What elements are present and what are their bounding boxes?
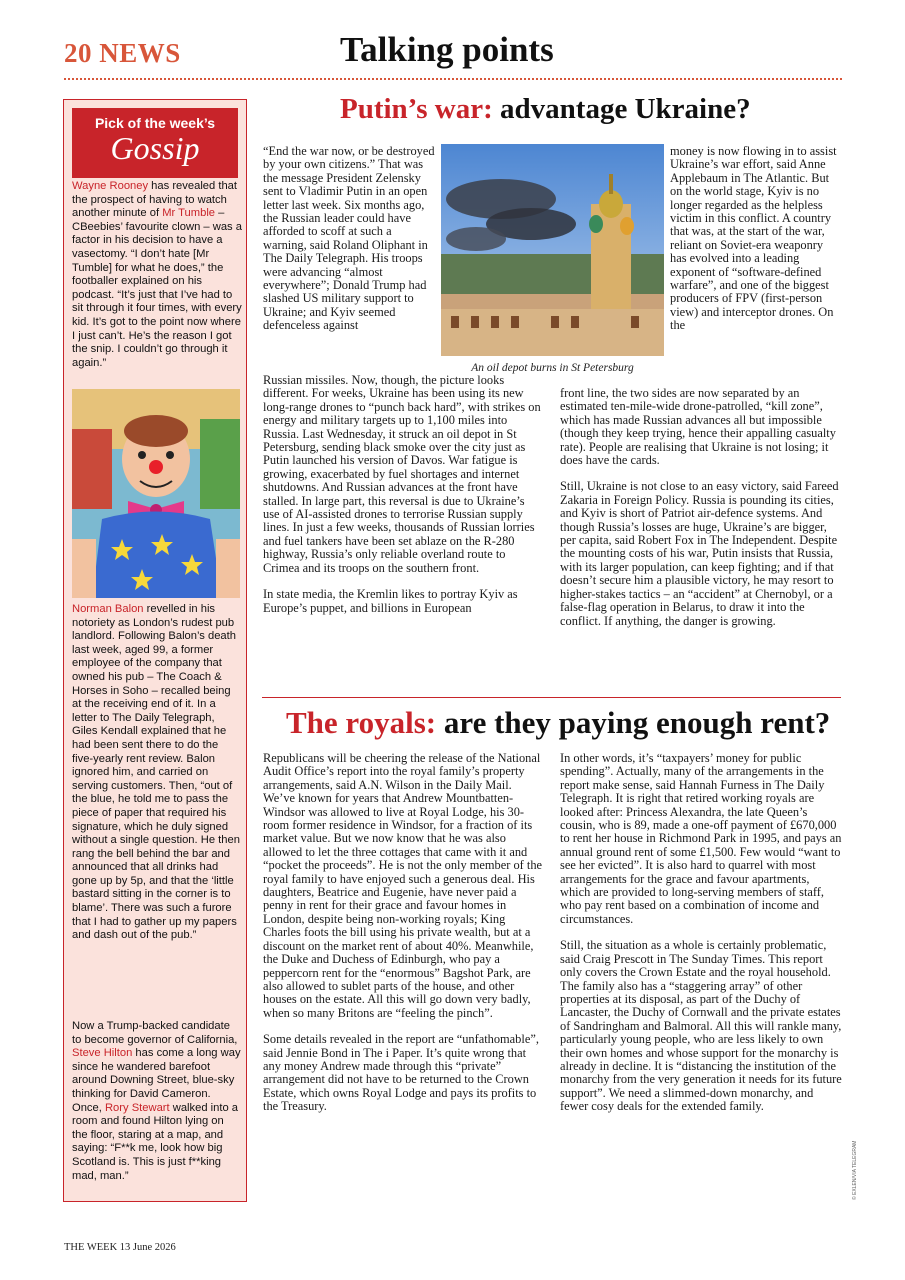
paragraph: Republicans will be cheering the release of the National Audit Office’s report into the royal family’s property arrangements, said A.N. Wilson in the Daily Mail. We’ve known for years that Andrew Mountbatten-Windsor was allowed to live at Royal Lodge, his 30-room former residence in Windsor, for a fraction of its market value. But we now know that he was also allowed to let the three cottages that came with it and “pocket the proceeds”. He is not the only member of the royal family to have enjoyed such a generous deal. His daughters, Beatrice and Eugenie, have never paid a penny in rent for their grace and favour homes in London, despite being non-working royals; King Charles foots the bill using his private wealth, but at a discount on the market rent of about 40%. Meanwhile, the Duke and Duchess of Edinburgh, who pay a peppercorn rent for the “enormous” Bagshot Park, are also allowed to sublet parts of the house, and other houses on the estate. All this will go down very badly, when so many Britons are “feeling the pinch”. bbox=[263, 751, 543, 1020]
paragraph: Russian missiles. Now, though, the picture looks different. For weeks, Ukraine has been using its new long-range drones to “punch back hard”, with strikes on energy and military targets up to 1,100 miles into Russia. Last Wednesday, it struck an oil depot in St Petersburg, sending black smoke over the city just as Putin launched his version of Davos. War fatigue is growing, exacerbated by fuel shortages and internet shutdowns. And Russian advances at the front have stalled. In large part, this reversal is due to Ukraine’s use of AI-assisted drones to terrorise Russian supply lines. In just a few weeks, thousands of Russian lorries and fuel tankers have been set ablaze on the R-280 highway, Russia’s only reliable overland route to Crimea and its troops on the southern front. bbox=[263, 373, 541, 575]
page-footer: THE WEEK 13 June 2026 bbox=[64, 1242, 176, 1253]
pick-of-week-label: Pick of the week’s bbox=[94, 115, 216, 131]
paragraph: money is now flowing in to assist Ukraine’s war effort, said Anne Applebaum in The Atlantic. But on the world stage, Kyiv is no longer regarded as the helpless victim in this conflict. A country that was, at the start of the war, reliant on Soviet-era weaponry has evolved into a leading exponent of “software-defined warfare”, and one of the biggest producers of FPV (first-person view) and interceptor drones. On the bbox=[670, 144, 837, 333]
person-name: Wayne Rooney bbox=[72, 180, 149, 192]
article-kicker: The royals: bbox=[286, 705, 437, 740]
gossip-text: has come a long way since he wandered barefoot around Downing Street, blue-sky thinking for David Cameron. Once, bbox=[72, 1047, 241, 1114]
gossip-item-hilton bbox=[72, 1020, 242, 1183]
gossip-item-rooney bbox=[72, 180, 242, 370]
page-title: Talking points bbox=[340, 30, 554, 69]
page-section-label: 20 NEWS bbox=[64, 38, 181, 68]
person-name: Norman Balon bbox=[72, 603, 144, 615]
article-headline bbox=[286, 705, 830, 741]
gossip-text: walked into a room and found Hilton lying on the floor, staring at a map, and saying: “F**k me, look how big Scotland is. This is just f**king mad, man.” bbox=[72, 1101, 239, 1182]
article2-col1 bbox=[263, 752, 543, 1114]
photo-caption: An oil depot burns in St Petersburg bbox=[471, 362, 634, 374]
paragraph: “End the war now, or be destroyed by your own citizens.” That was the message President Zelensky sent to Vladimir Putin in an open letter last week. Six months ago, the Russian leader could have afforded to scoff at such a warning, said Roland Oliphant in The Daily Telegraph. His troops were advancing “almost everywhere”; Donald Trump had slashed US military support to Ukraine; and Kyiv seemed defenceless against bbox=[263, 144, 435, 333]
article1-col2-bottom bbox=[560, 387, 842, 628]
paragraph: Still, Ukraine is not close to an easy victory, said Fareed Zakaria in Foreign Policy. Russia is pounding its cities, and Kyiv is short of Patriot air-defence systems. And though Russia’s losses are huge, Ukraine’s are bigger, per capita, said Robert Fox in The Independent. Despite the mounting costs of his war, Putin insists that Russia, with its larger population, can keep fighting; and if that doesn’t secure him a plausible victory, he may resort to higher-stakes tactics – an “accident” at Chernobyl, or a false-flag operation in Belarus, to draw it into the conflict. If anything, the danger is growing. bbox=[560, 479, 839, 628]
gossip-photo bbox=[72, 389, 240, 598]
header-divider bbox=[64, 78, 842, 80]
gossip-heading: Gossip bbox=[110, 130, 200, 166]
gossip-item-balon bbox=[72, 603, 242, 943]
gossip-text: has revealed that the prospect of having to watch another minute of bbox=[72, 180, 238, 220]
photo-credit: © EXLEN/VIA TELEGRAM bbox=[852, 1140, 858, 1200]
gossip-text: revelled in his notoriety as London’s rudest pub landlord. Following Balon’s death last week, aged 99, a former employee of the company that owned his pub – The Coach & Horses in Soho – recalled being at the receiving end of it. In a letter to The Daily Telegraph, Giles Kendall explained that he had been sent there to do the five-yearly rent review. Balon ignored him, and carried on serving customers. Then, “out of the blue, he told me to pass the piece of paper that required his signature, which he duly signed without a single question. He then rang the bell behind the bar and announced that all drinks had gone up by 5p, and that the ‘little bastard sitting in the corner is to blame’. There was such a furore that I had to gather up my papers and dash out of the pub.” bbox=[72, 603, 240, 942]
clown-photo-illustration bbox=[72, 389, 240, 598]
paragraph: front line, the two sides are now separated by an estimated ten-mile-wide drone-patrolled, “kill zone”, which has made Russian advances all but impossible (though they keep trying, hence their appalling casualty rate). People are realising that Ukraine is not losing; it does have the cards. bbox=[560, 386, 836, 468]
person-name: Rory Stewart bbox=[104, 1101, 170, 1114]
article-divider bbox=[262, 697, 841, 698]
paragraph: Still, the situation as a whole is certainly problematic, said Craig Prescott in The Sunday Times. This report only covers the Crown Estate and the royal household. The family also has a “staggering array” of other properties at its disposal, as part of the Duchy of Lancaster, the Duchy of Cornwall and the private estates of Sandringham and Balmoral. All this will rankle many, particularly young people, who are less likely to own their own homes and whose support for the monarchy is already in decline. It is “distancing the institution of the monarchy from the very generation it needs for its future support”. We need a slimmed-down monarchy, and fewer cosy deals for the extended family. bbox=[560, 938, 842, 1114]
article-headline bbox=[340, 93, 751, 126]
article1-col1-bottom bbox=[263, 374, 543, 615]
st-petersburg-photo-illustration bbox=[441, 144, 664, 356]
article-headline-text: are they paying enough rent? bbox=[436, 705, 831, 740]
article1-col2-top bbox=[670, 145, 842, 333]
article-kicker: Putin’s war: bbox=[340, 93, 493, 125]
person-name: Steve Hilton bbox=[72, 1047, 133, 1060]
paragraph: Some details revealed in the report are “unfathomable”, said Jennie Bond in The i Paper. It’s quite wrong that any money Andrew made through this “private” arrangement did not have to be returned to the Crown Estate, which owns Royal Lodge and pays its profits to the Treasury. bbox=[263, 1032, 539, 1114]
paragraph: In state media, the Kremlin likes to portray Kyiv as Europe’s puppet, and billions in European bbox=[263, 587, 518, 615]
gossip-sidebar bbox=[63, 99, 247, 1202]
gossip-text: – CBeebies’ favourite clown – was a factor in his decision to have a vasectomy. “I don’t hate [Mr Tumble] for what he does,” the footballer explained on his podcast. “It’s just that I’ve had to sit through it four times, with every kid. It’s got to the point now where I just can’t. He’s the reason I got the snip. I couldn’t go through it again.” bbox=[72, 207, 242, 369]
paragraph: In other words, it’s “taxpayers’ money for public spending”. Actually, many of the arrangements in the report make sense, said Hannah Furness in The Daily Telegraph. It is right that retired working royals are looked after: Princess Alexandra, the late Queen’s cousin, who is 89, made a one-off payment of £670,000 to rent her house in Richmond Park in 1995, and pays an annual ground rent of some £1,500. Few would “want to see her evicted”. It is also hard to quarrel with most arrangements for the grace and favour apartments, which are provided to long-serving members of staff, who pay rent based on a combination of income and circumstances. bbox=[560, 751, 842, 926]
article2-col2 bbox=[560, 752, 842, 1114]
article1-col1-top bbox=[263, 145, 435, 333]
gossip-title-box bbox=[72, 108, 238, 178]
person-name: Mr Tumble bbox=[162, 207, 216, 220]
article-photo bbox=[441, 144, 664, 356]
article-headline-text: advantage Ukraine? bbox=[492, 93, 751, 125]
gossip-text: Now a Trump-backed candidate to become governor of California, bbox=[72, 1020, 238, 1046]
